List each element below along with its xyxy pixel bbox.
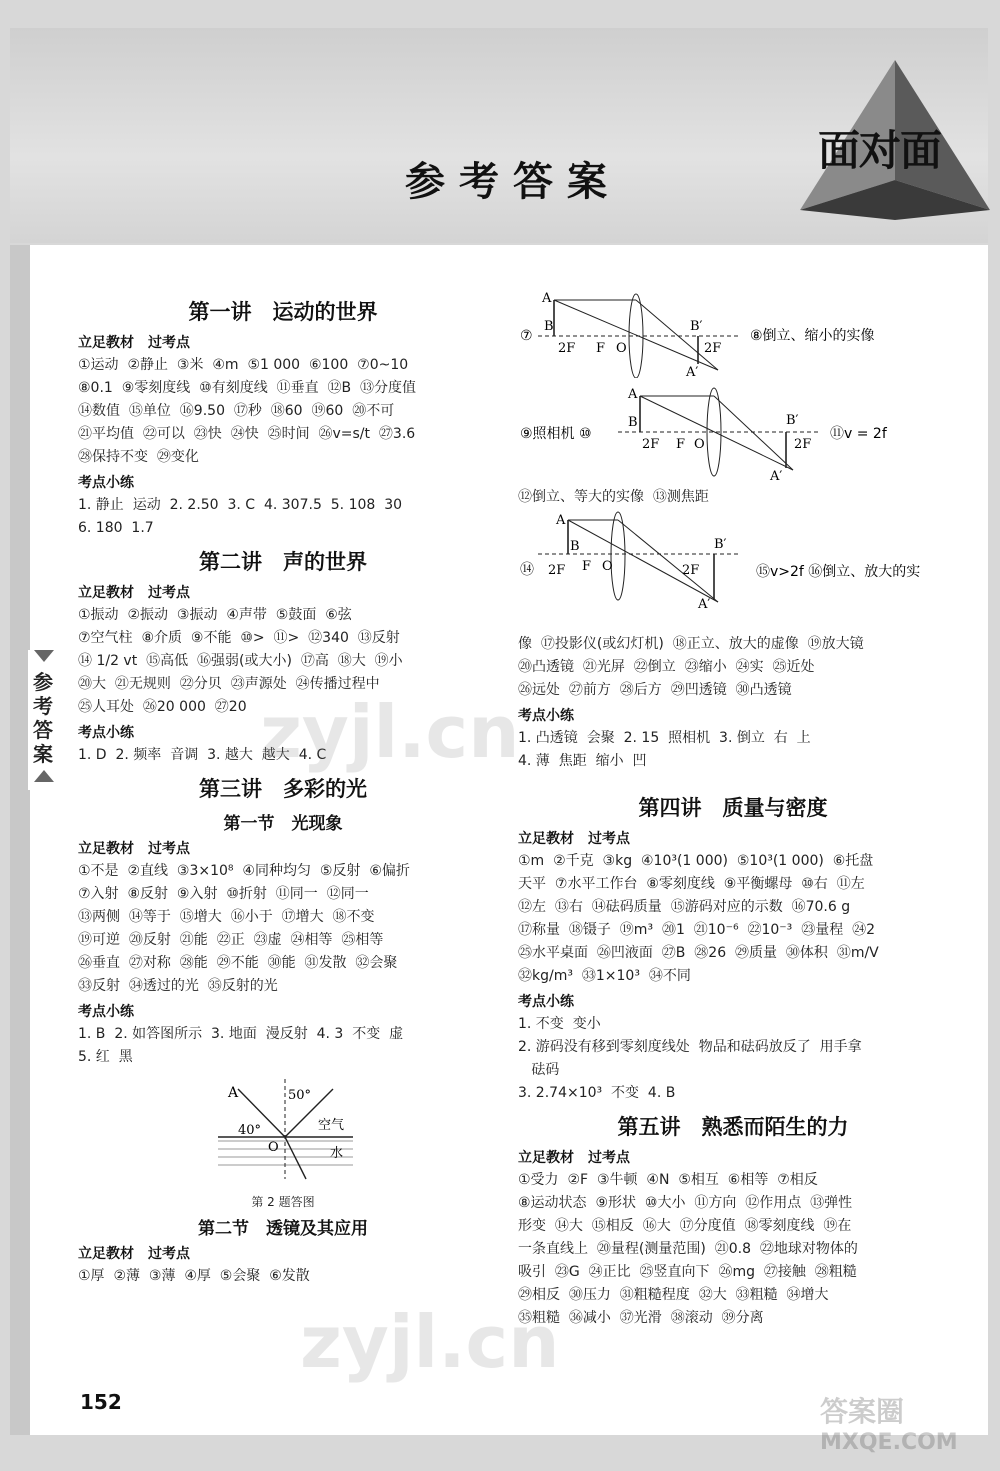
svg-text:2F: 2F xyxy=(558,341,576,356)
lecture-4-sub: 立足教材 过考点 xyxy=(518,831,630,847)
answer-line: ⑰称量 ⑱镊子 ⑲m³ ⑳1 ㉑10⁻⁶ ㉒10⁻³ ㉓量程 ㉔2 xyxy=(518,922,875,938)
column-right-lower xyxy=(518,786,948,1330)
answer-line: ㉝反射 ㉞透过的光 ㉟反射的光 xyxy=(78,978,278,994)
page-title: 参考答案 xyxy=(405,158,621,205)
svg-text:⑪v = 2f: ⑪v = 2f xyxy=(830,426,887,442)
svg-text:F: F xyxy=(582,559,592,574)
brand-logo: 面对面 xyxy=(818,126,942,175)
svg-text:2F: 2F xyxy=(794,437,812,452)
column-left xyxy=(78,290,488,1288)
practice-line: 1. D 2. 频率 音调 3. 越大 越大 4. C xyxy=(78,747,327,763)
lecture-4-title: 第四讲 质量与密度 xyxy=(638,796,828,820)
lecture-2-sub: 立足教材 过考点 xyxy=(78,585,190,601)
answer-line: ①振动 ②振动 ③振动 ④声带 ⑤鼓面 ⑥弦 xyxy=(78,607,352,623)
answer-line: ㉖远处 ㉗前方 ㉘后方 ㉙凹透镜 ㉚凸透镜 xyxy=(518,682,792,698)
watermark-corner-1: 答案圈 xyxy=(820,1395,905,1428)
lecture-3-title: 第三讲 多彩的光 xyxy=(199,777,367,801)
point-a-label: A xyxy=(228,1085,239,1101)
svg-text:A: A xyxy=(542,291,552,306)
answer-line: 天平 ⑦水平工作台 ⑧零刻度线 ⑨平衡螺母 ⑩右 ⑪左 xyxy=(518,876,865,892)
answer-line: ㉘保持不变 ㉙变化 xyxy=(78,449,199,465)
answer-line: 一条直线上 ⑳量程(测量范围) ㉑0.8 ㉒地球对物体的 xyxy=(518,1241,858,1257)
side-label: 参考答案 xyxy=(33,670,53,766)
answer-line: ⑬两侧 ⑭等于 ⑮增大 ⑯小于 ⑰增大 ⑱不变 xyxy=(78,909,375,925)
practice-line: 1. 静止 运动 2. 2.50 3. C 4. 307.5 5. 108 30 xyxy=(78,497,403,513)
answer-line: ㉟粗糙 ㊱减小 ㊲光滑 ㊳滚动 ㊴分离 xyxy=(518,1310,764,1326)
practice-line: 6. 180 1.7 xyxy=(78,520,154,536)
watermark-bottom: zyjl.cn xyxy=(300,1300,560,1384)
svg-text:A′: A′ xyxy=(770,469,783,484)
answer-line: ①厚 ②薄 ③薄 ④厚 ⑤会聚 ⑥发散 xyxy=(78,1268,310,1284)
svg-text:B: B xyxy=(628,415,638,430)
svg-text:2F: 2F xyxy=(682,563,700,578)
svg-text:A′: A′ xyxy=(686,365,699,378)
answer-line: ⑦入射 ⑧反射 ⑨入射 ⑩折射 ⑪同一 ⑫同一 xyxy=(78,886,369,902)
svg-text:⑭: ⑭ xyxy=(520,562,534,578)
practice-line: 5. 红 黑 xyxy=(78,1049,133,1065)
svg-text:⑨照相机 ⑩: ⑨照相机 ⑩ xyxy=(520,426,592,442)
answer-line: 像 ⑰投影仪(或幻灯机) ⑱正立、放大的虚像 ⑲放大镜 xyxy=(518,636,864,652)
practice-line: 4. 薄 焦距 缩小 凹 xyxy=(518,753,647,769)
answer-line: ㉑平均值 ㉒可以 ㉓快 ㉔快 ㉕时间 ㉖v=s/t ㉗3.6 xyxy=(78,426,416,442)
lecture-5-sub: 立足教材 过考点 xyxy=(518,1150,630,1166)
practice-line: 2. 游码没有移到零刻度线处 物品和砝码放反了 用手拿 xyxy=(518,1039,862,1055)
answer-line: ⑧运动状态 ⑨形状 ⑩大小 ⑪方向 ⑫作用点 ⑬弹性 xyxy=(518,1195,853,1211)
practice-line: 1. B 2. 如答图所示 3. 地面 漫反射 4. 3 不变 虚 xyxy=(78,1026,404,1042)
practice-heading: 考点小练 xyxy=(78,475,134,491)
angle-40-label: 40° xyxy=(238,1123,262,1138)
answer-line: ㉖垂直 ㉗对称 ㉘能 ㉙不能 ㉚能 ㉛发散 ㉜会聚 xyxy=(78,955,398,971)
section-1-title: 第一节 光现象 xyxy=(223,814,343,834)
angle-50-label: 50° xyxy=(288,1088,312,1103)
answer-line: 形变 ⑭大 ⑮相反 ⑯大 ⑰分度值 ⑱零刻度线 ⑲在 xyxy=(518,1218,852,1234)
practice-heading: 考点小练 xyxy=(78,1004,134,1020)
figure-caption: 第 2 题答图 xyxy=(251,1195,315,1209)
answer-line: ㉕人耳处 ㉖20 000 ㉗20 xyxy=(78,699,247,715)
water-label: 水 xyxy=(330,1146,344,1161)
lens-diagram-1 xyxy=(518,288,948,378)
svg-text:⑧倒立、缩小的实像: ⑧倒立、缩小的实像 xyxy=(750,328,875,344)
svg-text:2F: 2F xyxy=(704,341,722,356)
lecture-3-sub: 立足教材 过考点 xyxy=(78,841,190,857)
practice-heading: 考点小练 xyxy=(518,708,574,724)
svg-text:F: F xyxy=(676,437,686,452)
section-2-title: 第二节 透镜及其应用 xyxy=(198,1219,368,1239)
svg-text:F: F xyxy=(596,341,606,356)
svg-text:B′: B′ xyxy=(786,413,799,428)
answer-line: ㉜kg/m³ ㉝1×10³ ㉞不同 xyxy=(518,968,691,984)
answer-line: ①m ②千克 ③kg ④10³(1 000) ⑤10³(1 000) ⑥托盘 xyxy=(518,853,874,869)
svg-text:A: A xyxy=(556,513,566,528)
svg-text:O: O xyxy=(694,437,705,452)
practice-line: 砝码 xyxy=(518,1062,560,1078)
answer-line: ①运动 ②静止 ③米 ④m ⑤1 000 ⑥100 ⑦0~10 xyxy=(78,357,409,373)
svg-text:2F: 2F xyxy=(642,437,660,452)
svg-text:B: B xyxy=(544,319,554,334)
triangle-down-icon xyxy=(34,650,54,662)
answer-line: ⑭ 1/2 vt ⑮高低 ⑯强弱(或大小) ⑰高 ⑱大 ⑲小 xyxy=(78,653,403,669)
lecture-1-title: 第一讲 运动的世界 xyxy=(188,300,378,324)
watermark-main: zyjl.cn xyxy=(260,690,520,774)
watermark-corner-2: MXQE.COM xyxy=(820,1430,958,1455)
answer-line: ㉙相反 ㉚压力 ㉛粗糙程度 ㉜大 ㉝粗糙 ㉞增大 xyxy=(518,1287,829,1303)
side-strip xyxy=(10,245,30,1435)
answer-line: ①不是 ②直线 ③3×10⁸ ④同种均匀 ⑤反射 ⑥偏折 xyxy=(78,863,410,879)
practice-heading: 考点小练 xyxy=(78,725,134,741)
lens-diagram-3 xyxy=(518,510,948,610)
answer-line: ㉕水平桌面 ㉖凹液面 ㉗B ㉘26 ㉙质量 ㉚体积 ㉛m/V xyxy=(518,945,879,961)
column-right-upper xyxy=(518,633,948,773)
answer-line: ⑲可逆 ⑳反射 ㉑能 ㉒正 ㉓虚 ㉔相等 ㉕相等 xyxy=(78,932,384,948)
answer-line: ①受力 ②F ③牛顿 ④N ⑤相互 ⑥相等 ⑦相反 xyxy=(518,1172,818,1188)
practice-heading: 考点小练 xyxy=(518,994,574,1010)
svg-text:⑦: ⑦ xyxy=(520,328,533,344)
triangle-up-icon xyxy=(34,770,54,782)
answer-line: ⑧0.1 ⑨零刻度线 ⑩有刻度线 ⑪垂直 ⑫B ⑬分度值 xyxy=(78,380,417,396)
answer-line: ⑦空气柱 ⑧介质 ⑨不能 ⑩> ⑪> ⑫340 ⑬反射 xyxy=(78,630,400,646)
answer-line: ⑭数值 ⑮单位 ⑯9.50 ⑰秒 ⑱60 ⑲60 ⑳不可 xyxy=(78,403,395,419)
lecture-1-sub: 立足教材 过考点 xyxy=(78,335,190,351)
section-2-sub: 立足教材 过考点 xyxy=(78,1246,190,1262)
lecture-5-title: 第五讲 熟悉而陌生的力 xyxy=(617,1115,849,1139)
answer-line: 吸引 ㉓G ㉔正比 ㉕竖直向下 ㉖mg ㉗接触 ㉘粗糙 xyxy=(518,1264,857,1280)
svg-text:A′: A′ xyxy=(698,597,711,610)
lens-mid-line: ⑫倒立、等大的实像 ⑬测焦距 xyxy=(518,489,709,505)
practice-line: 3. 2.74×10³ 不变 4. B xyxy=(518,1085,676,1101)
lens-diagram-2 xyxy=(518,384,948,484)
svg-text:O: O xyxy=(616,341,627,356)
svg-text:B: B xyxy=(570,539,580,554)
answer-line: ⑳凸透镜 ㉑光屏 ㉒倒立 ㉓缩小 ㉔实 ㉕近处 xyxy=(518,659,815,675)
page-number: 152 xyxy=(80,1390,122,1414)
svg-text:A: A xyxy=(628,387,638,402)
svg-text:O: O xyxy=(602,559,613,574)
svg-text:⑮v>2f ⑯倒立、放大的实: ⑮v>2f ⑯倒立、放大的实 xyxy=(756,564,921,580)
practice-line: 1. 不变 变小 xyxy=(518,1016,601,1032)
answer-line: ⑳大 ㉑无规则 ㉒分贝 ㉓声源处 ㉔传播过程中 xyxy=(78,676,380,692)
reflection-figure xyxy=(78,1069,488,1189)
point-o-label: O xyxy=(268,1140,279,1155)
air-label: 空气 xyxy=(318,1118,345,1133)
lecture-2-title: 第二讲 声的世界 xyxy=(199,550,367,574)
svg-text:B′: B′ xyxy=(690,319,703,334)
svg-text:2F: 2F xyxy=(548,563,566,578)
answer-line: ⑫左 ⑬右 ⑭砝码质量 ⑮游码对应的示数 ⑯70.6 g xyxy=(518,899,851,915)
svg-text:B′: B′ xyxy=(714,537,727,552)
practice-line: 1. 凸透镜 会聚 2. 15 照相机 3. 倒立 右 上 xyxy=(518,730,811,746)
